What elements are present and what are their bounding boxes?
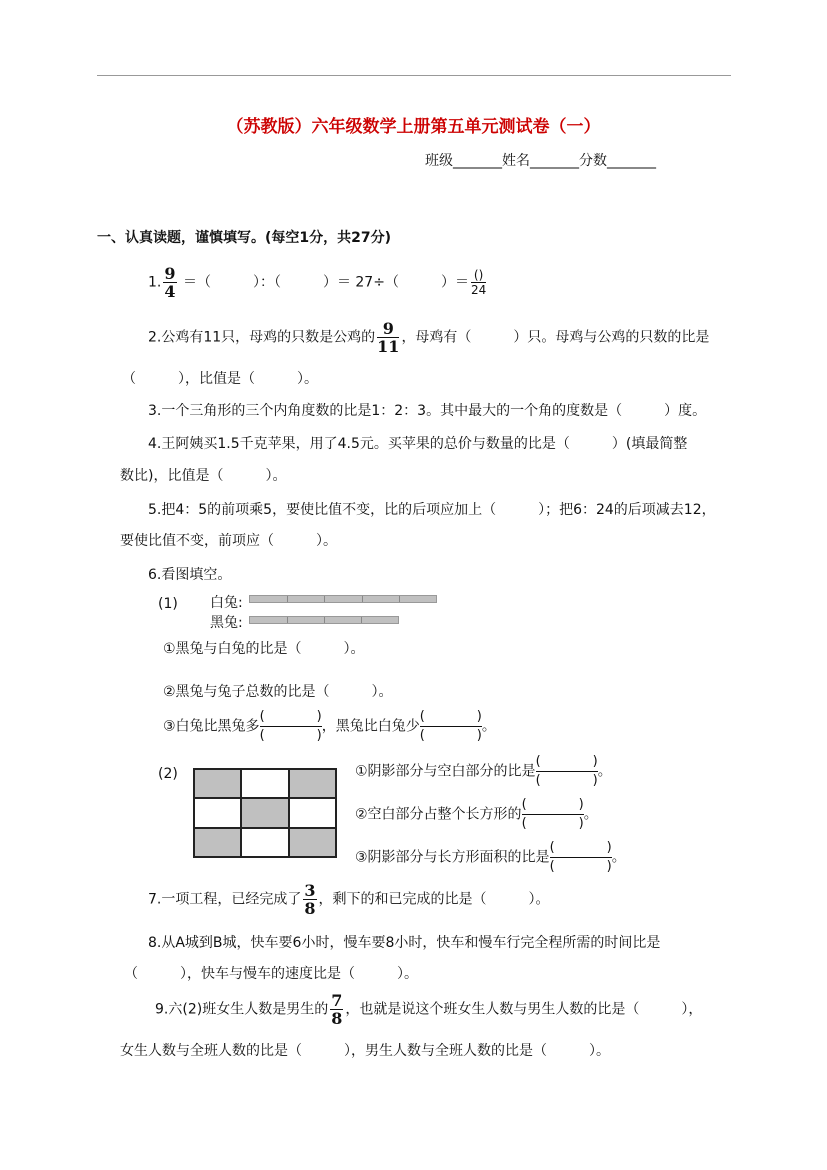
blank-numerator: ( ) [260, 708, 322, 727]
grid-cell-shaded [289, 769, 336, 798]
q2-text-b: ，母鸡有（ ）只。母鸡与公鸡的只数的比是 [401, 329, 710, 346]
q1-fraction [163, 265, 176, 300]
q6-f-blank-fraction [550, 839, 612, 876]
question-1 [148, 265, 488, 300]
q7-text-b: ，剩下的和已完成的比是（ ）。 [318, 891, 550, 908]
grid-cell-blank [241, 828, 288, 857]
q6-f-text: ③阴影部分与长方形面积的比是 [355, 849, 550, 866]
q6-e-blank-fraction [522, 796, 584, 833]
q7-fraction-numerator: 3 [304, 881, 316, 900]
question-9-line2: 女生人数与全班人数的比是（ ），男生人数与全班人数的比是（ ）。 [120, 1043, 610, 1059]
q1-number: 1. [148, 274, 162, 291]
q1-fraction-numerator: 9 [164, 264, 176, 283]
grid-cell-shaded [241, 798, 288, 827]
q2-text-a: 2.公鸡有11只，母鸡的只数是公鸡的 [148, 329, 376, 346]
bar-segment-divider [361, 617, 362, 623]
blank-numerator: ( ) [550, 839, 612, 858]
grid-cell-blank [289, 798, 336, 827]
grid-cell-shaded [194, 828, 241, 857]
q1-end-fraction [471, 268, 486, 297]
q6-item-b: ②黑兔与兔子总数的比是（ ）。 [163, 684, 393, 700]
q7-fraction [303, 882, 316, 917]
question-2-line1 [148, 320, 709, 355]
q6-c-text-b: ，黑兔比白兔少 [321, 718, 420, 735]
blank-denominator: ( ) [259, 728, 322, 743]
q6-d-blank-fraction [536, 753, 598, 790]
blank-numerator: ( ) [522, 796, 584, 815]
question-5-line2: 要使比值不变，前项应（ ）。 [120, 533, 337, 549]
bar-segment-divider [287, 596, 288, 602]
q6-part2-label: (2) [158, 766, 178, 782]
q9-text-b: ，也就是说这个班女生人数与男生人数的比是（ ）， [345, 1001, 703, 1018]
q2-fraction-denominator: 11 [377, 337, 400, 356]
question-4-line2: 数比)，比值是（ ）。 [120, 468, 287, 484]
bar-segment-divider [287, 617, 288, 623]
question-8-line2: （ ），快车与慢车的速度比是（ ）。 [124, 966, 418, 982]
blank-denominator: ( ) [549, 859, 612, 874]
bar-segment-divider [324, 596, 325, 602]
q7-text-a: 7.一项工程，已经完成了 [148, 891, 302, 908]
q6-item-c [163, 708, 496, 745]
black-rabbit-bar [249, 616, 399, 624]
q6-item-a: ①黑兔与白兔的比是（ ）。 [163, 641, 365, 657]
shaded-rectangle-grid [193, 768, 337, 858]
white-rabbit-bar [249, 595, 437, 603]
grid-cell-blank [241, 769, 288, 798]
q6-f-end: 。 [611, 849, 626, 866]
question-6-label: 6.看图填空。 [148, 567, 232, 583]
blank-denominator: ( ) [535, 773, 598, 788]
blank-denominator: ( ) [419, 728, 482, 743]
grid-cell-blank [194, 798, 241, 827]
q2-fraction [377, 320, 399, 355]
q6-c-blank-fraction-2 [420, 708, 482, 745]
q1-fraction-denominator: 4 [164, 282, 176, 301]
black-rabbit-label: 黑兔: [210, 615, 243, 631]
page-title: （苏教版）六年级数学上册第五单元测试卷（一） [226, 117, 601, 137]
question-2-line2: （ ），比值是（ ）。 [122, 371, 318, 387]
q6-e-end: 。 [583, 806, 598, 823]
q6-item-e [355, 796, 598, 833]
q1-end-denominator: 24 [470, 283, 487, 297]
blank-numerator: ( ) [420, 708, 482, 727]
question-4-line1: 4.王阿姨买1.5千克苹果，用了4.5元。买苹果的总价与数量的比是（ ）(填最简整 [148, 436, 688, 452]
blank-denominator: ( ) [521, 816, 584, 831]
q7-fraction-denominator: 8 [304, 899, 316, 918]
q6-item-f [355, 839, 626, 876]
q2-fraction-numerator: 9 [377, 320, 399, 338]
q9-fraction-denominator: 8 [331, 1009, 343, 1028]
white-rabbit-label: 白兔: [210, 595, 243, 611]
q6-item-d [355, 753, 612, 790]
q6-c-blank-fraction-1 [260, 708, 322, 745]
question-8-line1: 8.从A城到B城，快车要6小时，慢车要8小时，快车和慢车行完全程所需的时间比是 [148, 935, 661, 951]
question-7 [148, 882, 550, 917]
blank-numerator: ( ) [536, 753, 598, 772]
bar-segment-divider [324, 617, 325, 623]
grid-cell-shaded [289, 828, 336, 857]
q6-d-end: 。 [597, 763, 612, 780]
q1-end-numerator: () [471, 268, 486, 283]
top-rule [97, 75, 731, 76]
q6-part1-label: (1) [158, 596, 178, 612]
q6-e-text: ②空白部分占整个长方形的 [355, 806, 522, 823]
q9-fraction-numerator: 7 [331, 991, 343, 1010]
q9-fraction [330, 992, 343, 1027]
student-info-line: 班级_______姓名_______分数_______ [425, 153, 656, 169]
q1-text: ＝（ ）：（ ）＝ 27÷（ ）＝ [182, 274, 469, 291]
question-5-line1: 5.把4：5的前项乘5，要使比值不变，比的后项应加上（ ）；把6：24的后项减去12， [148, 502, 716, 518]
q9-text-a: 9.六(2)班女生人数是男生的 [155, 1001, 329, 1018]
bar-segment-divider [362, 596, 363, 602]
q6-c-end: 。 [481, 718, 496, 735]
q6-c-text-a: ③白兔比黑兔多 [163, 718, 260, 735]
question-9-line1 [155, 992, 702, 1027]
q6-d-text: ①阴影部分与空白部分的比是 [355, 763, 536, 780]
question-3: 3.一个三角形的三个内角度数的比是1：2：3。其中最大的一个角的度数是（ ）度。 [148, 403, 707, 419]
grid-cell-shaded [194, 769, 241, 798]
bar-segment-divider [399, 596, 400, 602]
section-heading: 一、认真读题，谨慎填写。(每空1分，共27分) [97, 230, 392, 246]
